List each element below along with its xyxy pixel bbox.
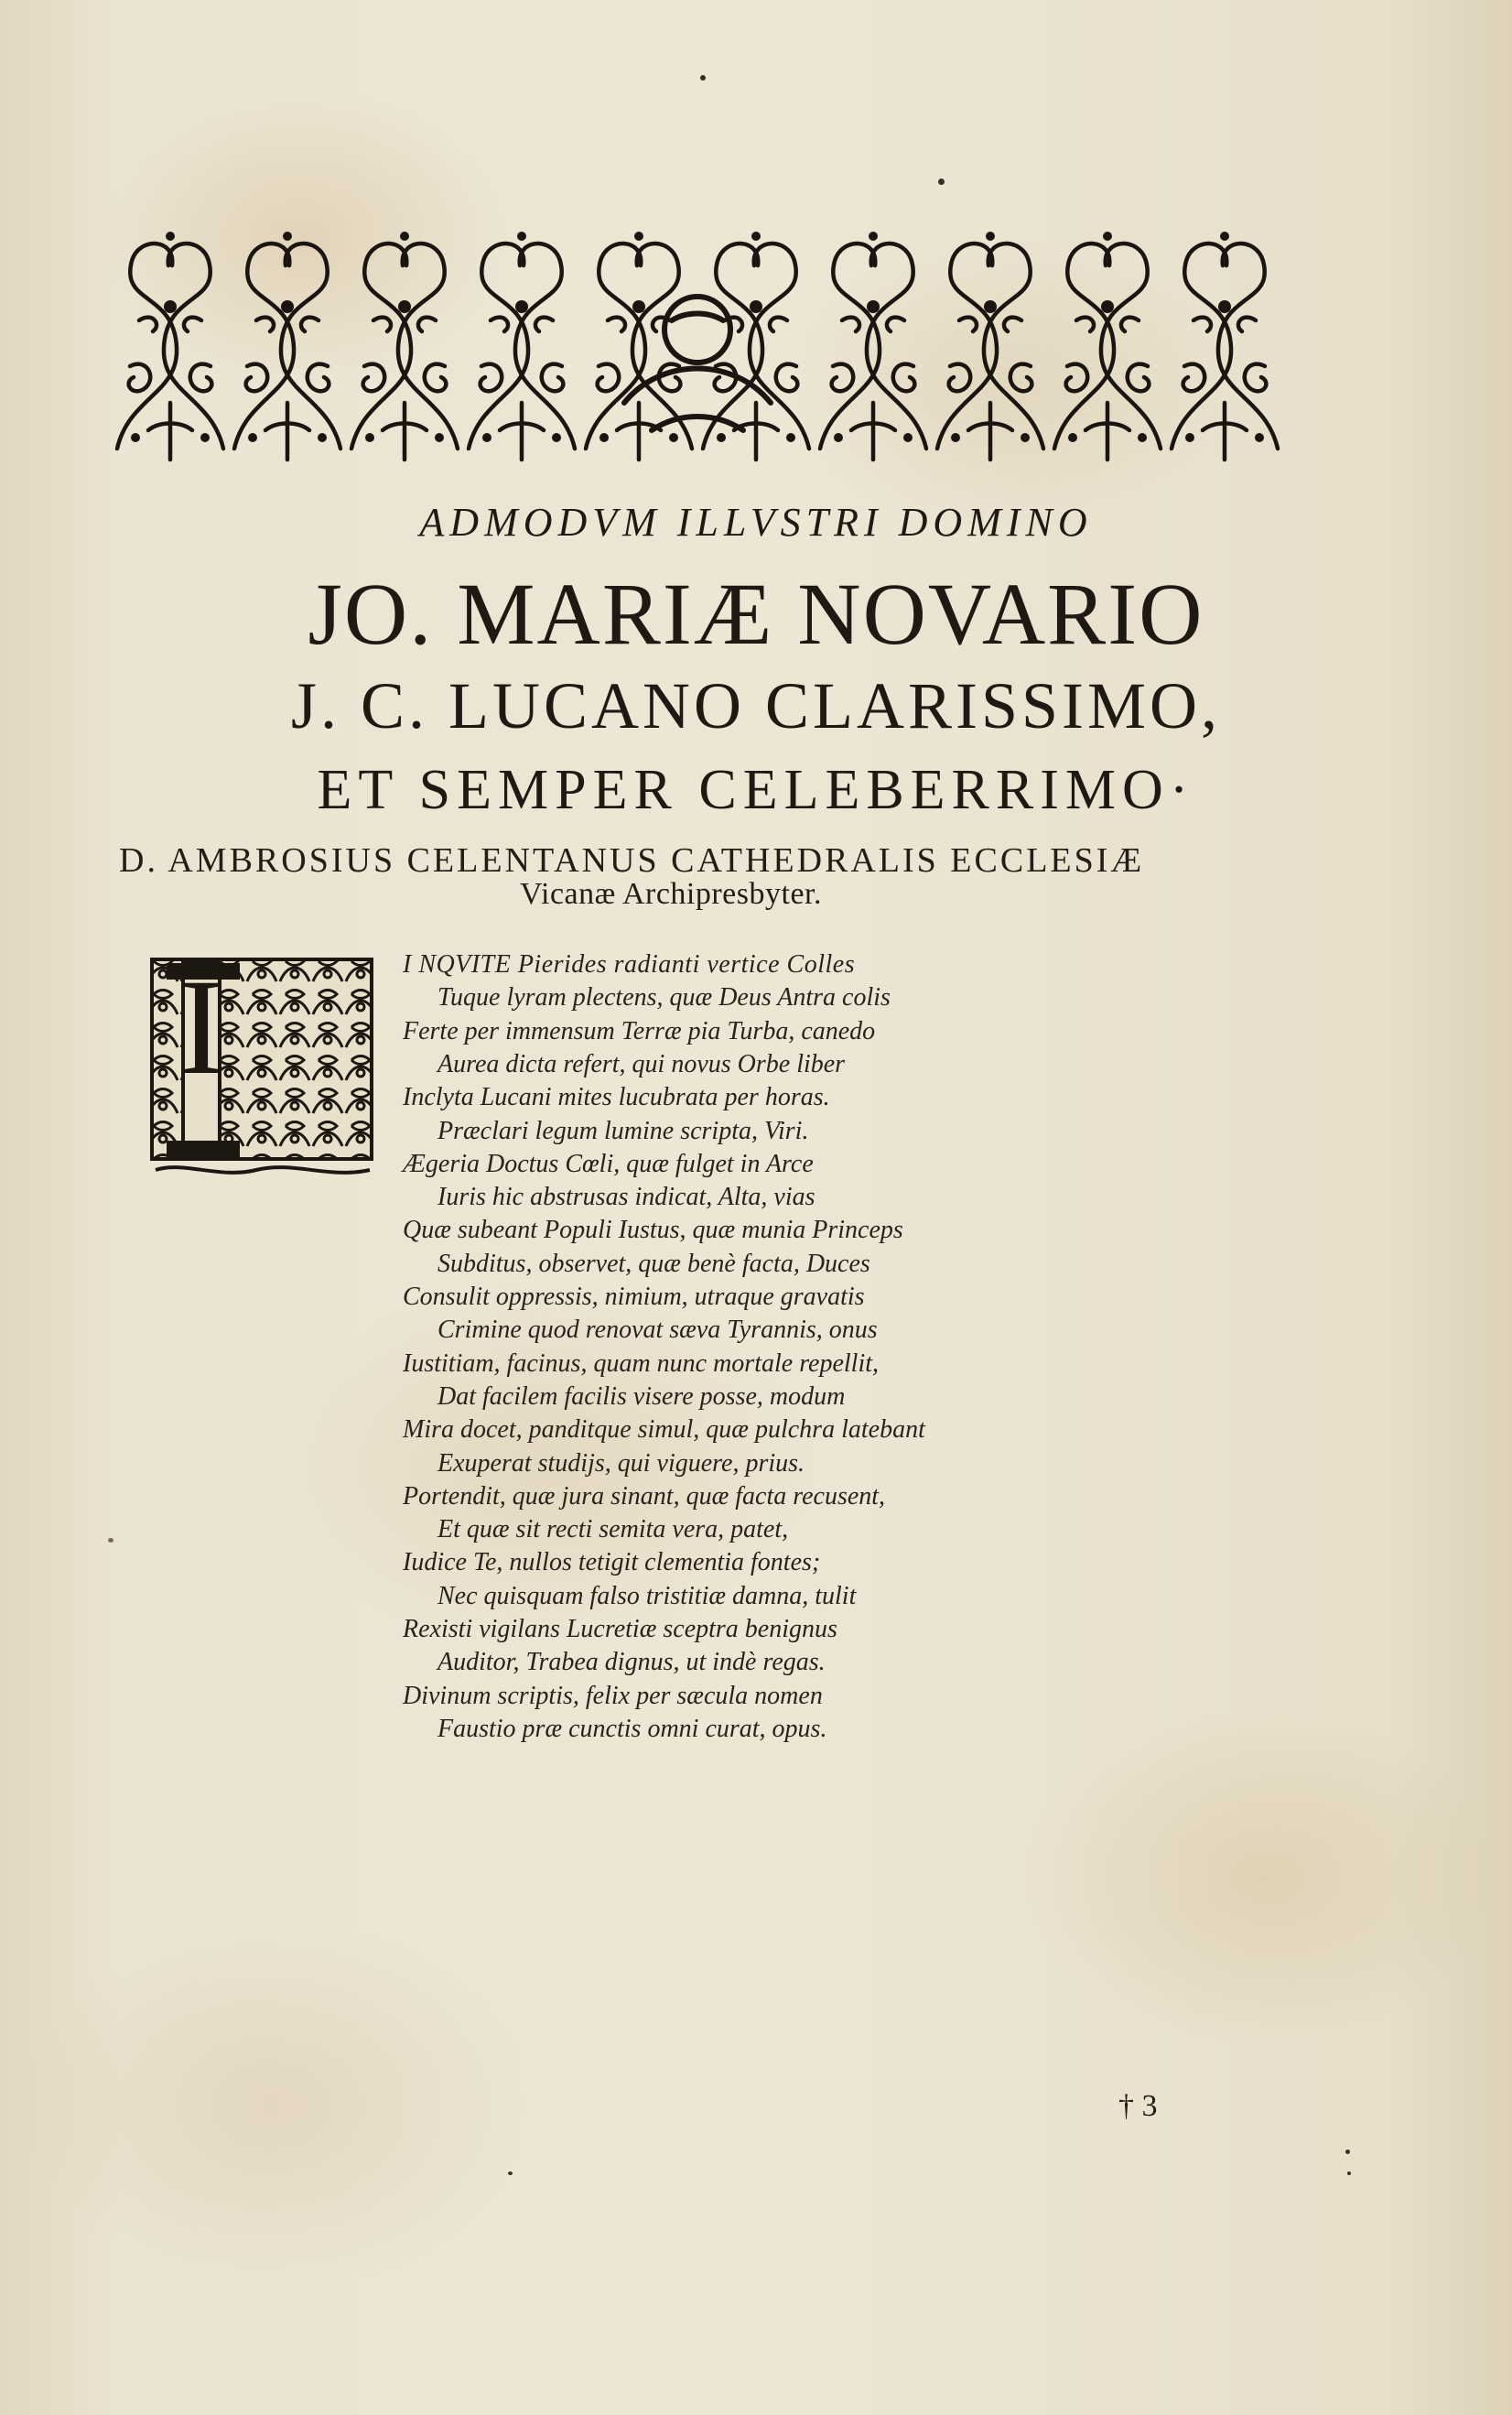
poem-line: Nec quisquam falso tristitiæ damna, tulit <box>437 1582 857 1610</box>
poem-line: Inclyta Lucani mites lucubrata per horas. <box>403 1083 830 1111</box>
author-line: D. AMBROSIUS CELENTANUS CATHEDRALIS ECCLESIÆ <box>119 841 1145 880</box>
poem-line: Divinum scriptis, felix per sæcula nomen <box>403 1682 823 1710</box>
author-role-line: Vicanæ Archipresbyter. <box>520 877 822 911</box>
poem-line: Exuperat studijs, qui viguere, prius. <box>437 1449 805 1478</box>
poem-line: Ægeria Doctus Cœli, quæ fulget in Arce <box>403 1150 814 1178</box>
ornamental-headpiece <box>112 220 1283 471</box>
paper-speck <box>1347 2171 1351 2175</box>
paper-speck <box>700 75 706 81</box>
drop-cap-letter: I <box>178 954 224 1103</box>
poem <box>0 948 1512 1772</box>
paper-speck <box>1345 2150 1350 2154</box>
poem-line: Portendit, quæ jura sinant, quæ facta recusent, <box>403 1482 886 1511</box>
poem-line: Crimine quod renovat sæva Tyrannis, onus <box>437 1316 878 1344</box>
poem-line: Consulit oppressis, nimium, utraque gravatis <box>403 1283 865 1311</box>
poem-line: Aurea dicta refert, qui novus Orbe liber <box>437 1050 846 1078</box>
poem-line: Subditus, observet, quæ benè facta, Duces <box>437 1250 870 1278</box>
poem-line: Auditor, Trabea dignus, ut indè regas. <box>437 1648 826 1676</box>
dedicatee-epithet: ET SEMPER CELEBERRIMO· <box>317 759 1195 821</box>
poem-line: Faustio præ cunctis omni curat, opus. <box>437 1715 827 1743</box>
dedicatee-title: J. C. LUCANO CLARISSIMO, <box>290 669 1222 742</box>
poem-line: Et quæ sit recti semita vera, patet, <box>437 1515 789 1543</box>
poem-line: I NQVITE Pierides radianti vertice Colles <box>403 950 856 979</box>
poem-line: Iudice Te, nullos tetigit clementia fontes; <box>403 1548 821 1576</box>
poem-line: Rexisti vigilans Lucretiæ sceptra benignus <box>403 1615 837 1643</box>
poem-line: Tuque lyram plectens, quæ Deus Antra colis <box>437 983 891 1012</box>
dedicatee-name: JO. MARIÆ NOVARIO <box>308 565 1204 663</box>
poem-line: Dat facilem facilis visere posse, modum <box>437 1382 846 1411</box>
signature-mark: † 3 <box>1118 2089 1158 2123</box>
dedication-line: ADMODVM ILLVSTRI DOMINO <box>419 500 1093 545</box>
poem-line: Iuris hic abstrusas indicat, Alta, vias <box>437 1183 815 1211</box>
poem-line: Mira docet, panditque simul, quæ pulchra latebant <box>403 1415 925 1444</box>
poem-line: Iustitiam, facinus, quam nunc mortale repellit, <box>403 1349 880 1378</box>
paper-speck <box>938 179 945 185</box>
poem-line: Præclari legum lumine scripta, Viri. <box>437 1117 809 1145</box>
poem-line: Ferte per immensum Terræ pia Turba, canedo <box>403 1017 876 1045</box>
poem-line: Quæ subeant Populi Iustus, quæ munia Princeps <box>403 1216 903 1244</box>
paper-speck <box>508 2171 513 2175</box>
